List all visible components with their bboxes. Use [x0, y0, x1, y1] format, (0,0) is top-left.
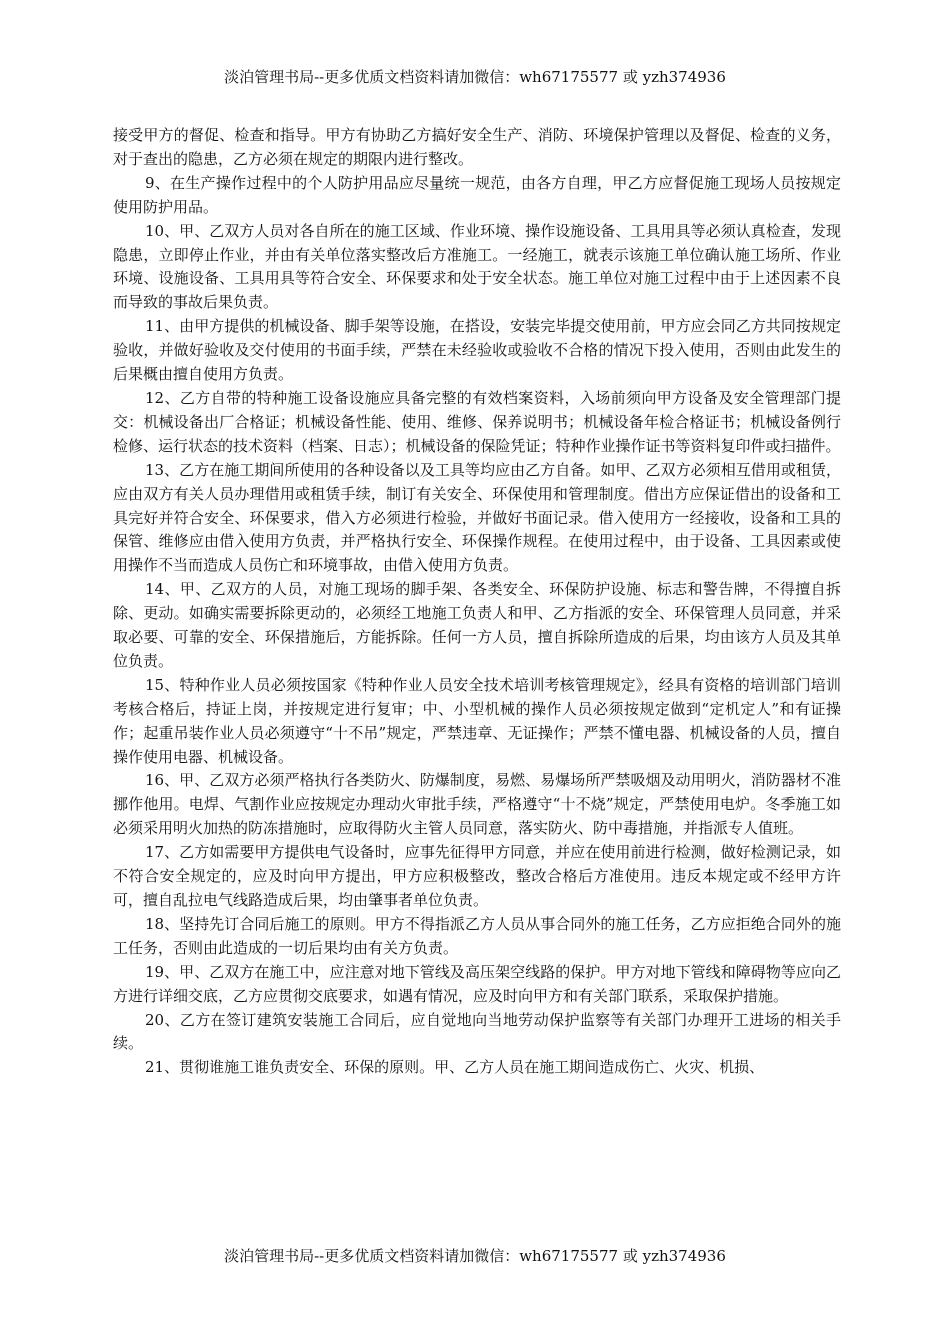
paragraph: 11、由甲方提供的机械设备、脚手架等设施，在搭设，安装完毕提交使用前，甲方应会同乙方共同按规定验收，并做好验收及交付使用的书面手续，严禁在未经验收或验收不合格的情况下投入使用，否则由此发生的后果概由擅自使用方负责。	[113, 317, 841, 384]
paragraph: 21、贯彻谁施工谁负责安全、环保的原则。甲、乙方人员在施工期间造成伤亡、火灾、机损、	[145, 1058, 765, 1077]
paragraph: 17、乙方如需要甲方提供电气设备时，应事先征得甲方同意，并应在使用前进行检测，做好检测记录，如不符合安全规定的，应及时向甲方提出，甲方应积极整改，整改合格后方准使用。违反本规定或不经甲方许可，擅自乱拉电气线路造成后果，均由肇事者单位负责。	[113, 843, 841, 909]
paragraph: 接受甲方的督促、检查和指导。甲方有协助乙方搞好安全生产、消防、环境保护管理以及督促、检查的义务，对于查出的隐患，乙方必须在规定的期限内进行整改。	[113, 126, 841, 168]
paragraph: 12、乙方自带的特种施工设备设施应具备完整的有效档案资料，入场前须向甲方设备及安全管理部门提交：机械设备出厂合格证；机械设备性能、使用、维修、保养说明书；机械设备年检合格证书；机械设备例行检修、运行状态的技术资料（档案、日志）；机械设备的保险凭证；特种作业操作证书等资料复印件或扫描件。	[113, 388, 841, 455]
page-header: 淡泊管理书局--更多优质文档资料请加微信：wh67175577 或 yzh374936	[224, 68, 726, 86]
paragraph: 18、坚持先订合同后施工的原则。甲方不得指派乙方人员从事合同外的施工任务，乙方应拒绝合同外的施工任务，否则由此造成的一切后果均由有关方负责。	[113, 914, 841, 957]
paragraph: 10、甲、乙双方人员对各自所在的施工区域、作业环境、操作设施设备、工具用具等必须认真检查，发现隐患，立即停止作业，并由有关单位落实整改后方准施工。一经施工，就表示该施工单位确认施工场所、作业环境、设施设备、工具用具等符合安全、环保要求和处于安全状态。施工单位对施工过程中由于上述因素不良而导致的事故后果负责。	[113, 221, 841, 312]
paragraph: 13、乙方在施工期间所使用的各种设备以及工具等均应由乙方自备。如甲、乙双方必须相互借用或租赁，应由双方有关人员办理借用或租赁手续，制订有关安全、环保使用和管理制度。借出方应保证借出的设备和工具完好并符合安全、环保要求，借入方必须进行检验，并做好书面记录。借入使用方一经接收，设备和工具的保管、维修应由借入使用方负责，并严格执行安全、环保操作规程。在使用过程中，由于设备、工具因素或使用操作不当而造成人员伤亡和环境事故，由借入使用方负责。	[113, 460, 841, 575]
paragraph: 9、在生产操作过程中的个人防护用品应尽量统一规范，由各方自理，甲乙方应督促施工现场人员按规定使用防护用品。	[113, 173, 841, 216]
document-body	[113, 124, 841, 1080]
paragraph: 16、甲、乙双方必须严格执行各类防火、防爆制度，易燃、易爆场所严禁吸烟及动用明火，消防器材不准挪作他用。电焊、气割作业应按规定办理动火审批手续，严格遵守“十不烧”规定，严禁使用电炉。冬季施工如必须采用明火加热的防冻措施时，应取得防火主管人员同意，落实防火、防中毒措施，并指派专人值班。	[113, 771, 841, 838]
page-footer: 淡泊管理书局--更多优质文档资料请加微信：wh67175577 或 yzh374936	[224, 1247, 726, 1265]
paragraph: 20、乙方在签订建筑安装施工合同后，应自觉地向当地劳动保护监察等有关部门办理开工进场的相关手续。	[113, 1010, 841, 1053]
paragraph: 15、特种作业人员必须按国家《特种作业人员安全技术培训考核管理规定》，经具有资格的培训部门培训考核合格后，持证上岗，并按规定进行复审；中、小型机械的操作人员必须按规定做到“定机定人”和有证操作；起重吊装作业人员必须遵守“十不吊”规定，严禁违章、无证操作；严禁不懂电器、机械设备的人员，擅自操作使用电器、机械设备。	[113, 675, 841, 766]
paragraph: 19、甲、乙双方在施工中，应注意对地下管线及高压架空线路的保护。甲方对地下管线和障碍物等应向乙方进行详细交底，乙方应贯彻交底要求，如遇有情况，应及时向甲方和有关部门联系，采取保护措施。	[113, 962, 841, 1005]
paragraph: 14、甲、乙双方的人员，对施工现场的脚手架、各类安全、环保防护设施、标志和警告牌，不得擅自拆除、更动。如确实需要拆除更动的，必须经工地施工负责人和甲、乙方指派的安全、环保管理人员同意，并采取必要、可靠的安全、环保措施后，方能拆除。任何一方人员，擅自拆除所造成的后果，均由该方人员及其单位负责。	[113, 580, 841, 670]
